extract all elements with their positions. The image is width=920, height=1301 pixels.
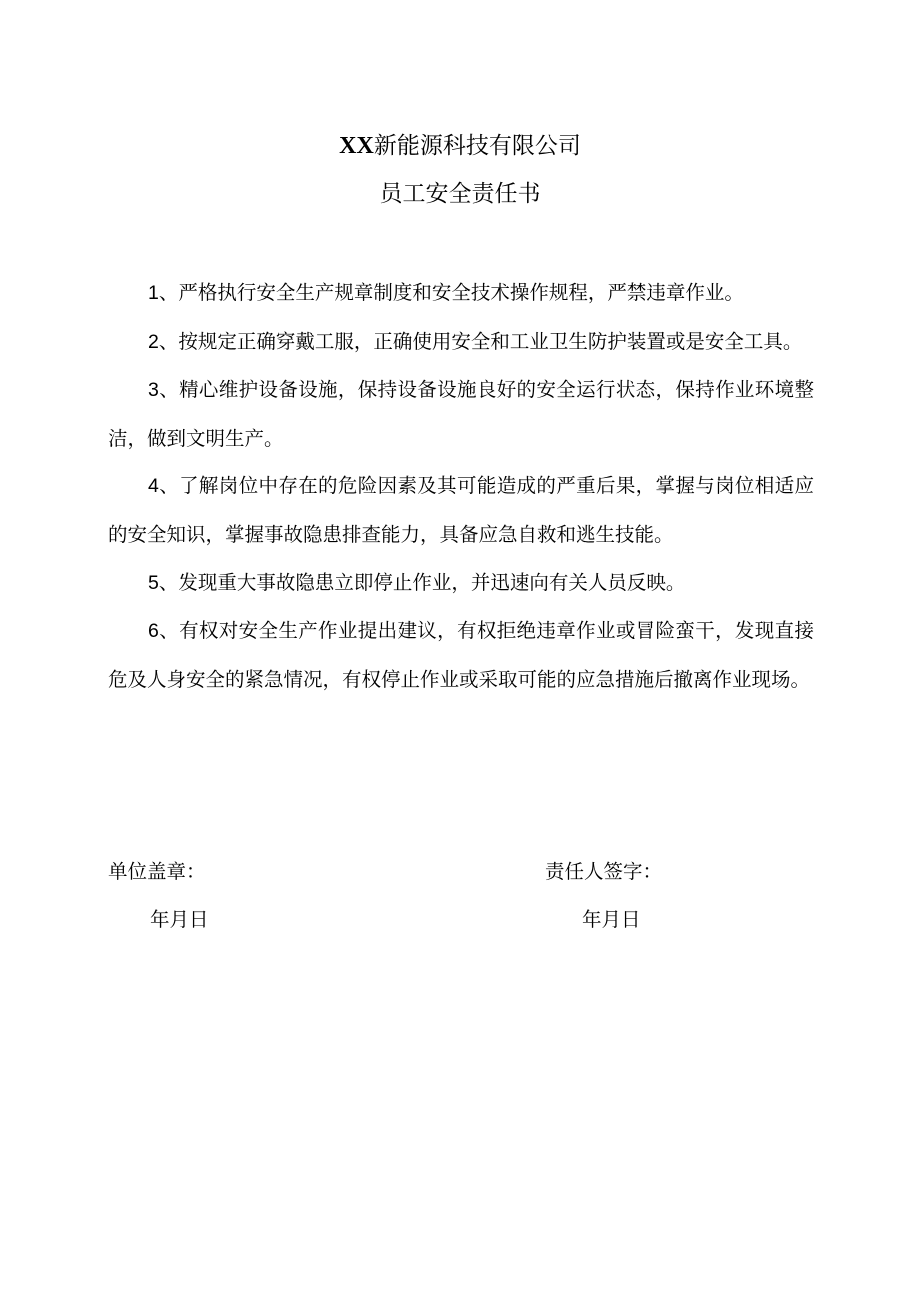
clause-2 — [108, 318, 814, 367]
clause-separator: 、 — [158, 329, 179, 353]
clauses-body — [108, 269, 814, 703]
responsible-person-signature-label: 责任人签字： — [545, 860, 663, 883]
clause-text: 按规定正确穿戴工服，正确使用安全和工业卫生防护装置或是安全工具。 — [178, 329, 803, 353]
clause-text: 精心维护设备设施，保持设备设施良好的安全运行状态，保持作业环境整洁，做到文明生产。 — [108, 378, 814, 450]
company-name: 新能源科技有限公司 — [373, 133, 581, 159]
clause-separator: 、 — [158, 281, 179, 304]
signature-date: 年月日 — [582, 908, 641, 931]
clause-separator: 、 — [158, 378, 180, 402]
clause-6 — [108, 607, 814, 703]
clause-separator: 、 — [158, 619, 180, 643]
clause-number: 2 — [148, 330, 159, 353]
clause-text: 严格执行安全生产规章制度和安全技术操作规程，严禁违章作业。 — [178, 281, 744, 304]
clause-number: 5 — [148, 571, 159, 594]
clause-3 — [108, 366, 814, 462]
clause-5 — [108, 559, 814, 608]
clause-text: 有权对安全生产作业提出建议，有权拒绝违章作业或冒险蛮干，发现直接危及人身安全的紧急情况，有权停止作业或采取可能的应急措施后撤离作业现场。 — [108, 619, 814, 691]
clause-number: 6 — [148, 620, 159, 643]
clause-number: 1 — [148, 282, 159, 304]
clause-number: 4 — [148, 475, 159, 498]
clause-separator: 、 — [158, 474, 180, 498]
company-seal-label: 单位盖章： — [108, 860, 206, 883]
clause-text: 了解岗位中存在的危险因素及其可能造成的严重后果，掌握与岗位相适应的安全知识，掌握事故隐患排查能力，具备应急自救和逃生技能。 — [108, 474, 814, 546]
clause-number: 3 — [148, 379, 159, 402]
company-prefix: XX — [339, 133, 374, 159]
clause-4 — [108, 462, 814, 558]
clause-separator: 、 — [158, 570, 179, 594]
clause-1 — [108, 269, 814, 318]
document-title: 员工安全责任书 — [379, 181, 541, 207]
company-seal-date: 年月日 — [150, 908, 209, 931]
company-title — [0, 131, 920, 161]
clause-text: 发现重大事故隐患立即停止作业，并迅速向有关人员反映。 — [178, 570, 686, 594]
